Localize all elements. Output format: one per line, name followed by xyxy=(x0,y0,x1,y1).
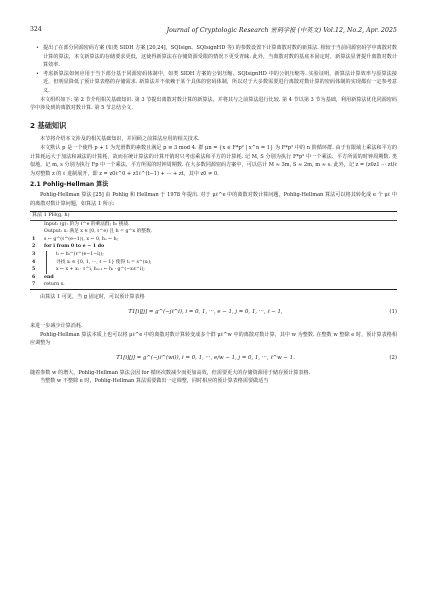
subsection-paragraph: Pohlig-Hellman 算法 [25] 由 Pohlig 和 Hellman 于 1978 年提出. 对于 μℓ^e 中的离散对数计算问题，Pohlig-Hellman 算法可以将其转化成 e 个 μℓ 中的离散对数计算问题，如算法 1 所示: xyxy=(30,191,397,207)
line-text: tᵢ ← hᵢ^(ℓ^(e−1−i)); xyxy=(46,251,104,259)
line-text: end xyxy=(44,274,54,280)
bullet-text: 考虑新算法如何应用于当下部分基于同源密码体制中，如类 SIDH 方案的公钥压缩、SQIsignHD 中的公钥压缩等. 实验证明，新算法计算效率与原算法接近，但明显降低了预计算表格的存储需求. 新算法并不依赖于某个具体的密码体制，所以对于大多数需要进行离散对数计算的密码体制的实现都有一定参考意义. xyxy=(43,70,397,94)
body-paragraph: Pohlig-Hellman 算法本质上也可以将 μℓ^e 中的离散对数计算转变成多个群 μℓ^w 中的离散对数计算，其中 w 为整数. 在整数 w 整除 e 时，预计算表格相应调整为 xyxy=(30,331,397,347)
line-number: 5 xyxy=(32,267,36,273)
equation-number: (2) xyxy=(389,355,397,361)
organization-paragraph: 本文组织如下: 第 2 节介绍相关基础知识. 第 3 节提出离散对数计算的新算法，并将其与之前算法进行比较. 第 4 节以第 3 节为基础，利用新算法优化同源密码学中涉及到的离散对数计算. 第 5 节总结全文. xyxy=(30,96,397,112)
line-number: 6 xyxy=(32,274,36,280)
equation-number: (1) xyxy=(389,308,397,315)
body-paragraph: 随着参数 w 的增大，Pohlig-Hellman 算法会因 for 循环次数减少而更加高效，但需要更大的存储资源用于储存预计算表格. xyxy=(30,369,311,376)
algorithm-line xyxy=(30,251,397,259)
algorithm-line xyxy=(30,281,397,289)
equation-body: T1[i][j] = g^(−jℓ^i), i = 0, 1, ···, e − 1, j = 0, 1, ···, ℓ − 1, xyxy=(128,308,283,315)
journal-title: Journal of Cryptologic Research 密码学报 (中英文) Vol.12, No.2, Apr. 2025 xyxy=(166,26,397,34)
body-paragraph: 由算法 1 可见，当 g 固定时，可以预计算表格 xyxy=(40,294,145,301)
section-paragraph: 本文默认 p 是一个使得 p + 1 为光滑数的素数且满足 p ≡ 3 mod 4. 群 μn = {x ∈ F*p² | x^n = 1} 为 F*p² 中的 n 阶循环群. 由于有限域上乘法和平方的计算耗远大于加法和减法的计算耗，故而在统计算法的计算开销时只考虑乘法和平方的计算耗. 记 M, S 分别为执行 F*p² 中一个乘法、平方所需的时钟周期数. 类似地，记 m, s 分别为执行 Fp 中一个乘法、平方所需的时钟周期数. 在大多数同源密码方案中，可以估计 M ≈ 3m, S ≈ 2m, m ≈ s. 此外，记 z = (z0z1 ··· zt)ℓ 为对整数 z 的 ℓ 进制展开，即 z = z0ℓ^0 + z1ℓ^(t−1) + ··· + zt，其中 z0 ≠ 0. xyxy=(30,144,397,177)
algorithm-line xyxy=(30,274,397,282)
line-text: return x. xyxy=(44,282,65,288)
bullet-dot: • xyxy=(36,45,39,51)
bullet-text: 提出了在部分同源密码方案 (如类 SIDH 方案 [20,24]，SQIsign、SQIsignHD 等) 的参数设置下计算离散对数的新算法. 相较于当前同源密码学中离散对数计算的算法，本文新算法的存储要求更低，这使得新算法在存储资源受限的情况下更受青睐. 此外，当离散对数的基底本固定时，新算法显著提升离散对数计算效率. xyxy=(43,45,397,69)
running-header xyxy=(30,24,397,34)
line-number: 7 xyxy=(32,282,36,288)
bullet-item xyxy=(36,70,397,96)
body-paragraph: 当整数 w 不整除 e 时，Pohlig-Hellman 算法需要做出一定调整，同时相应的预计算表格需要做适当 xyxy=(40,378,269,385)
line-number: 4 xyxy=(32,259,36,265)
body-paragraph: 来进一步减少计算消耗. xyxy=(30,323,83,330)
line-text: 寻找 xᵢ ∈ {0, 1, ···, ℓ − 1} 使得 tᵢ = s^(xᵢ); xyxy=(46,259,152,267)
algorithm-line xyxy=(30,266,397,274)
algorithm-output: Output: x: 满足 x ∈ [0, ℓ^e) 且 h = g^x 的整数. xyxy=(44,229,153,235)
line-text: s ← g^(ℓ^(e−1)), x ← 0, hₒ ← h; xyxy=(44,236,119,242)
equation-2 xyxy=(30,354,397,363)
section-heading: 2 基础知识 xyxy=(30,120,67,130)
algorithm-line xyxy=(30,259,397,267)
algorithm-title: 算法 1 PH(g, h) xyxy=(30,212,397,221)
line-text: x ← x + xᵢ · ℓ^i, hᵢ₊₁ ← hᵢ · g^(−xᵢℓ^i); xyxy=(46,266,145,274)
algorithm-line xyxy=(30,236,397,244)
line-text: for i from 0 to e − 1 do xyxy=(44,244,105,250)
line-number: 1 xyxy=(32,236,36,242)
equation-body: T1[i][j] = g^(−jℓ^(wi)), i = 0, 1, ···, e/w − 1, j = 0, 1, ···, ℓ^w − 1. xyxy=(116,355,295,361)
algorithm-box xyxy=(30,211,397,290)
bullet-item xyxy=(36,44,397,70)
subsection-heading: 2.1 Pohlig-Hellman 算法 xyxy=(30,181,109,189)
line-number: 2 xyxy=(32,244,36,250)
algorithm-line xyxy=(30,243,397,251)
equation-1 xyxy=(30,308,397,317)
line-number: 3 xyxy=(32,252,36,258)
page-number: 324 xyxy=(30,25,42,33)
algorithm-input: Input: (g): 阶为 ℓ^e 的乘法群; h: 挑战. xyxy=(44,221,130,227)
section-paragraph: 本节将介绍本文涉及的相关基础知识，并回顾之前算法应用的相关技术. xyxy=(40,136,200,143)
main-content xyxy=(30,44,397,386)
bullet-dot: • xyxy=(36,70,39,77)
